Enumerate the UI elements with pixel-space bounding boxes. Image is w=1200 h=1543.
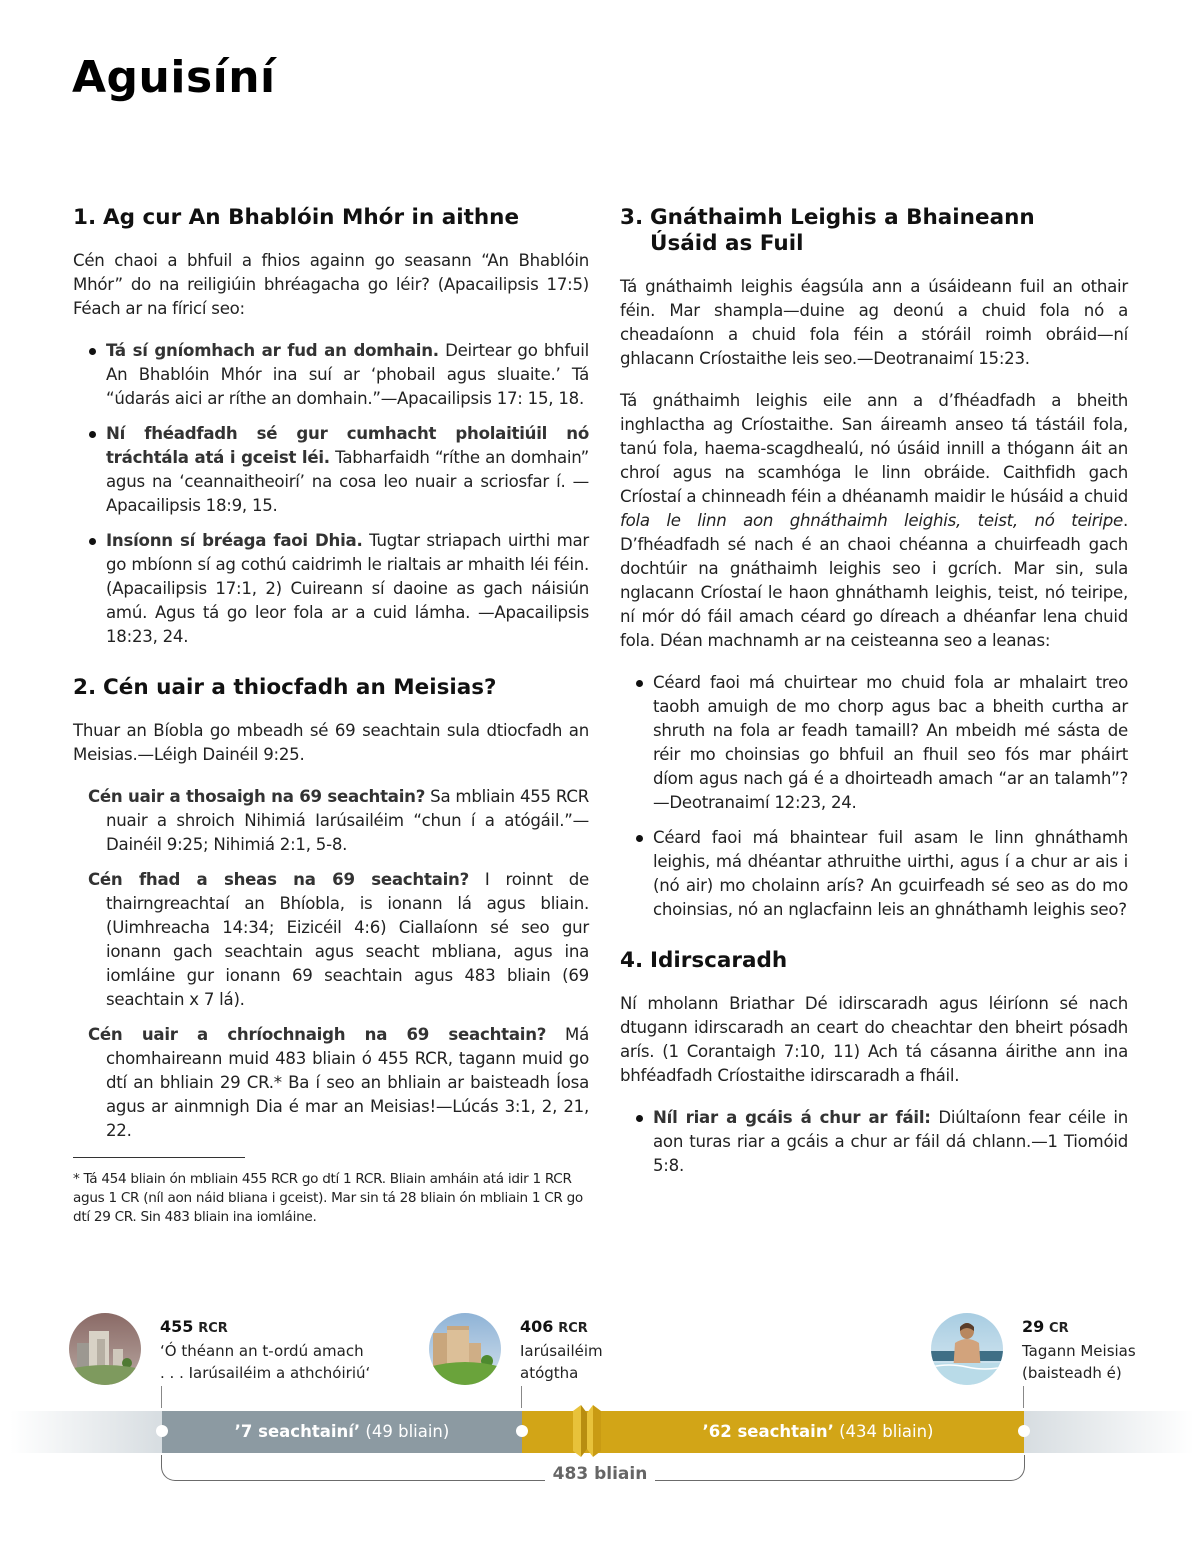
bullet-list	[620, 1106, 1128, 1178]
timeline-event-406: 406 RCR Iarúsailéim atógtha	[520, 1317, 603, 1382]
timeline-dot	[156, 1425, 168, 1437]
section-number: 2.	[73, 675, 97, 700]
section-title: Gnáthaimh Leighis a Bhaineann Úsáid as Fuil	[650, 205, 1035, 256]
right-column	[620, 205, 1128, 1196]
qa-item: Cén fhad a sheas na 69 seachtain? I roinnt de thairngreachtaí an Bhíobla, is ionann lá agus bliain. (Uimhreacha 14:34; Eizicéil 4:6) Ciallaíonn sé seo gur ionann gach seachtain agus seacht mbliana, agus ina iomláine gur ionann 69 seachtain agus 483 bliain (69 seachtain x 7 lá).	[88, 870, 589, 1009]
total-span-label: 483 bliain	[545, 1464, 655, 1484]
page-title: Aguisíní	[72, 52, 276, 103]
section-paragraph: Tá gnáthaimh leighis éagsúla ann a úsáideann fuil an othair féin. Mar shampla—duine ag deonú a chuid fola nó a cheadaíonn a chuid fola féin a stóráil roimh obráid—ní ghlacann Críostaithe leis seo.—Deotranaimí 15:23.	[620, 277, 1128, 368]
period-7-weeks: ’7 seachtainí’ (49 bliain)	[162, 1411, 522, 1453]
bullet-item: Céard faoi má bhaintear fuil asam le linn ghnáthamh leighis, má dhéantar athruithe uirthi, agus í a chur ar ais i (nó air) mo cholainn arís? An gcuirfeadh sé seo as do mo choinsias, nó an nglacfainn leis an ghnáthamh leighis seo?	[634, 826, 1128, 922]
qa-item: Cén uair a chríochnaigh na 69 seachtain? Má chomhaireann muid 483 bliain ó 455 RCR, tagann muid go dtí an bhliain 29 CR.* Ba í seo an bhliain ar baisteadh Íosa agus ar ainmnigh Dia é mar an Meisias!—Lúcás 3:1, 2, 21, 22.	[88, 1025, 589, 1140]
timeline-dot	[1018, 1425, 1030, 1437]
timeline-dot	[516, 1425, 528, 1437]
footnote: * Tá 454 bliain ón mbliain 455 RCR go dtí 1 RCR. Bliain amháin atá idir 1 RCR agus 1 CR (níl aon náid bliana i gceist). Mar sin tá 28 bliain ón mbliain 1 CR go dtí 29 CR. Sin 483 bliain ina iomláine.	[73, 1171, 583, 1225]
bullet-list	[620, 671, 1128, 922]
section-2	[73, 675, 589, 1227]
left-column	[73, 205, 589, 1227]
section-paragraph: Tá gnáthaimh leighis eile ann a d’fhéadfadh a bheith inghlactha ag Críostaithe. San áireamh anseo tá tástáil fola, tanú fola, haema-scagdhealú, nó úsáid innill a thógann áit an chroí agus na scamhóga le linn obráide. Caithfidh gach Críostaí a chinneadh féin a dhéanamh maidir le húsáid a chuid fola le linn aon ghnáthaimh leighis, teist, nó teiripe. D’fhéadfadh sé nach é an chaoi chéanna a chuirfeadh gach dochtúir na gnáthaimh leighis seo i gcrích. Mar sin, sula nglacann Críostaí le haon ghnáthamh leighis, teist, nó teiripe, ní mór dó fáil amach céard go díreach a dhéanfar lena chuid fola. Déan machnamh ar na ceisteanna seo a leanas:	[620, 391, 1128, 650]
section-3	[620, 205, 1128, 922]
time-break-icon	[571, 1405, 603, 1457]
rebuilt-city-walls-image	[429, 1313, 501, 1385]
bullet-item: Insíonn sí bréaga faoi Dhia. Tugtar striapach uirthi mar go mbíonn sí ag cothú caidrimh le rialtais ar mhaith léi féin. (Apacailipsis 17:1, 2) Cuireann sí daoine as gach náisiún amú. Agus tá go leor fola ar a cuid lámha. —Apacailipsis 18:23, 24.	[87, 529, 589, 649]
tick-mark	[521, 1386, 522, 1408]
section-number: 1.	[73, 205, 97, 230]
section-title: Idirscaradh	[650, 948, 788, 973]
baptism-image	[931, 1313, 1003, 1385]
bullet-item: Céard faoi má chuirtear mo chuid fola ar mhalairt treo taobh amuigh de mo chorp agus bac a bheith curtha ar shruth na fola ar feadh tamaill? An mbeidh mé sásta de réir mo choinsias go bhfuil an fhuil seo fós mar pháirt díom agus nach gá é a dhoirteadh amach “ar an talamh”?—Deotranaimí 12:23, 24.	[634, 671, 1128, 815]
period-62-weeks: ’62 seachtain’ (434 bliain)	[522, 1411, 1024, 1453]
section-heading	[620, 205, 1128, 257]
section-heading	[73, 205, 589, 231]
section-intro: Thuar an Bíobla go mbeadh sé 69 seachtain sula dtiocfadh an Meisias.—Léigh Dainéil 9:25.	[73, 721, 589, 764]
section-title: Cén uair a thiocfadh an Meisias?	[103, 675, 497, 700]
section-intro: Ní mholann Briathar Dé idirscaradh agus léiríonn sé nach dtugann idirscaradh an ceart do cheachtar den bheirt pósadh arís. (1 Corantaigh 7:10, 11) Ach tá cásanna áirithe ann ina bhféadfadh Críostaithe idirscaradh a fháil.	[620, 994, 1128, 1085]
bullet-item: Ní fhéadfadh sé gur cumhacht pholaitiúil nó tráchtála atá i gceist léi. Tabharfaidh “ríthe an domhain” agus na ‘ceannaitheoirí’ na cosa leo nuair a scriosfar í. —Apacailipsis 18:9, 15.	[87, 422, 589, 518]
timeline-fade-right	[1024, 1411, 1194, 1453]
section-number: 4.	[620, 948, 644, 973]
timeline-graphic	[0, 1300, 1200, 1500]
section-heading	[620, 948, 1128, 974]
section-1	[73, 205, 589, 649]
section-title: Ag cur An Bhablóin Mhór in aithne	[103, 205, 520, 230]
qa-item: Cén uair a thosaigh na 69 seachtain? Sa mbliain 455 RCR nuair a shroich Nihimiá Iarúsailéim “chun í a atógáil.”—Dainéil 9:25; Nihimiá 2:1, 5-8.	[88, 787, 589, 854]
ruined-city-walls-image	[69, 1313, 141, 1385]
tick-mark	[161, 1386, 162, 1408]
timeline-fade-left	[10, 1411, 162, 1453]
bullet-list	[73, 339, 589, 649]
timeline-event-455: 455 RCR ‘Ó théann an t-ordú amach . . . Iarúsailéim a athchóiriú‘	[160, 1317, 371, 1382]
section-number: 3.	[620, 205, 644, 230]
bullet-item: Tá sí gníomhach ar fud an domhain. Deirtear go bhfuil An Bhablóin Mhór ina suí ar ‘phobail agus sluaite.’ Tá “údarás aici ar ríthe an domhain.”—Apacailipsis 17: 15, 18.	[87, 339, 589, 411]
bullet-item: Níl riar a gcáis á chur ar fáil: Diúltaíonn fear céile in aon turas riar a gcáis a chur ar fáil dá chlann.—1 Tiomóid 5:8.	[634, 1106, 1128, 1178]
section-heading	[73, 675, 589, 701]
section-4	[620, 948, 1128, 1178]
footnote-divider	[73, 1157, 245, 1158]
section-intro: Cén chaoi a bhfuil a fhios againn go seasann “An Bhablóin Mhór” do na reiligiúin bhréagacha go léir? (Apacailipsis 17:5) Féach ar na fíricí seo:	[73, 251, 589, 318]
tick-mark	[1023, 1386, 1024, 1408]
timeline-event-29: 29 CR Tagann Meisias (baisteadh é)	[1022, 1317, 1136, 1382]
